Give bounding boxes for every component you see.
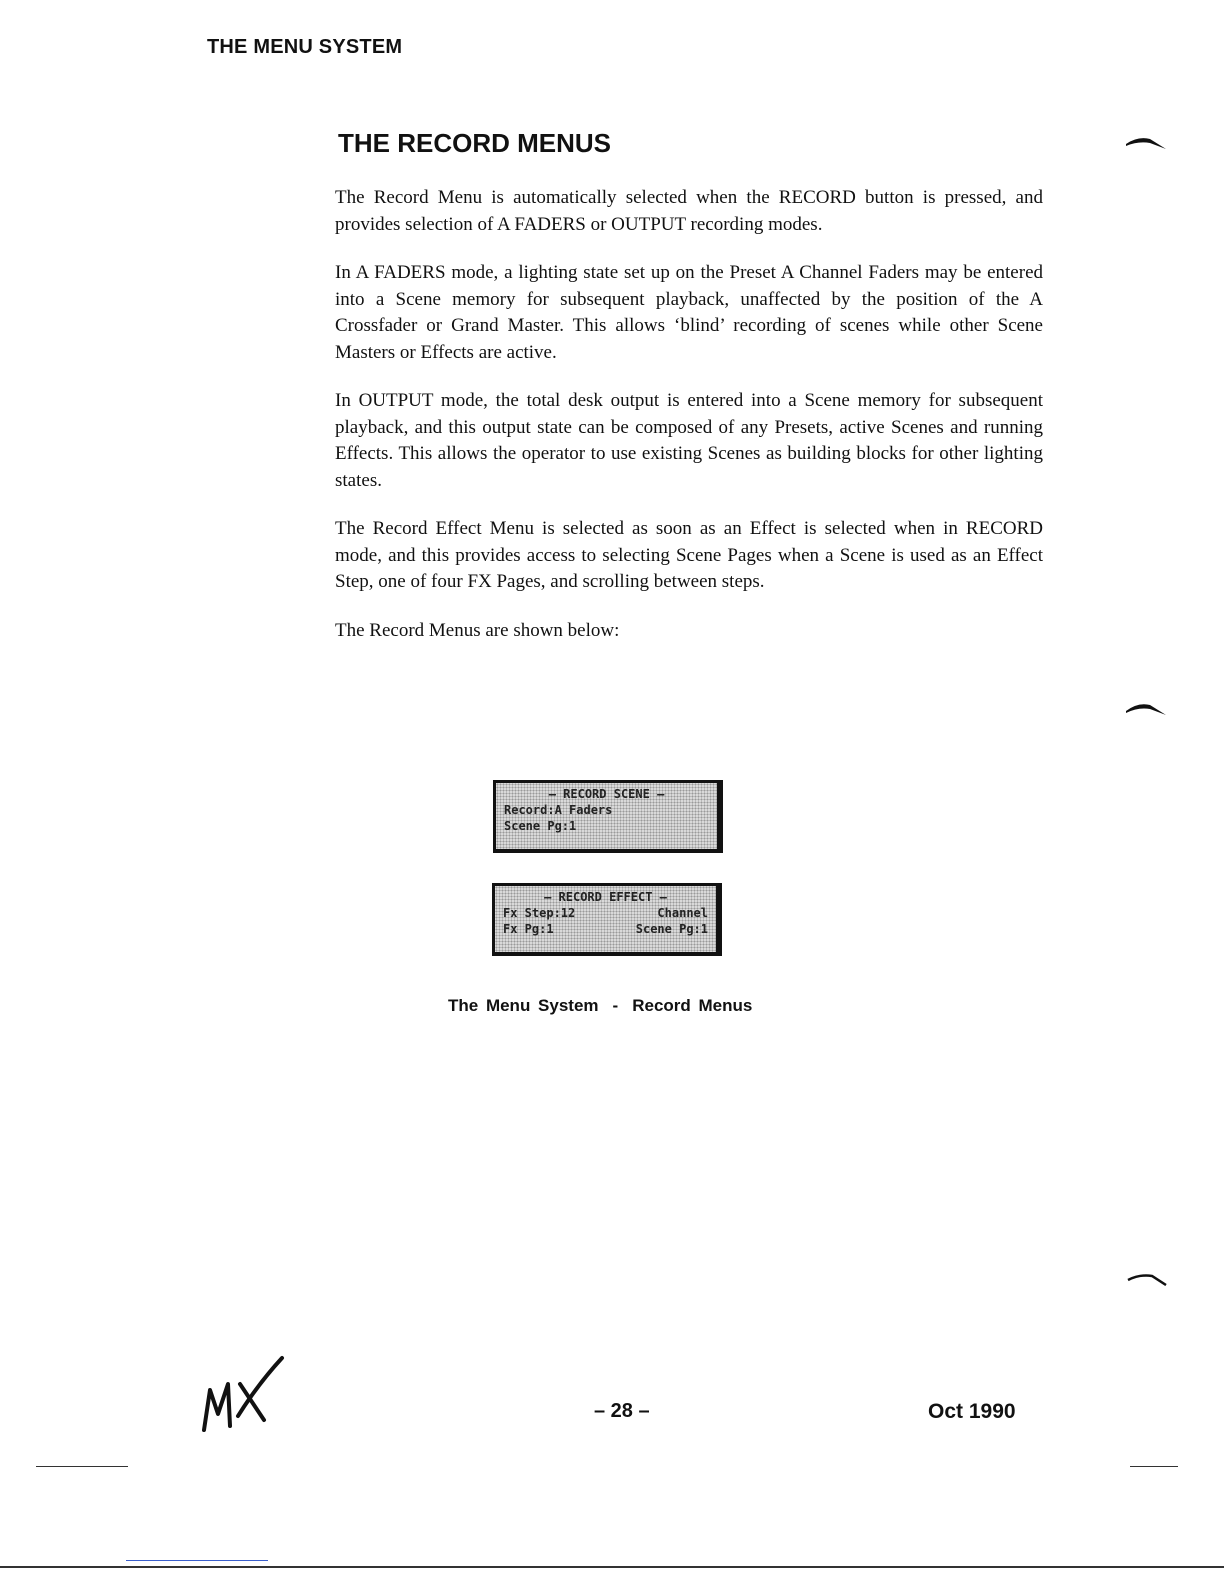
section-title: THE RECORD MENUS [338, 128, 612, 158]
page-date: Oct 1990 [928, 1400, 1016, 1423]
fx-page-value: Fx Pg:1 [503, 922, 554, 936]
paragraph-output: In OUTPUT mode, the total desk output is entered into a Scene memory for subsequent playback, and this output state can be composed of any Presets, active Scenes and running Effects. This allows the operator to use existing Scenes as building blocks for other lighting states. [335, 390, 1043, 491]
margin-mark-icon [1124, 702, 1168, 716]
record-mode-line: Record:A Faders [504, 803, 613, 817]
channel-value: Channel [657, 906, 708, 920]
record-scene-display [493, 780, 723, 853]
page-number: – 28 – [594, 1400, 650, 1422]
record-effect-title: – RECORD EFFECT – [544, 890, 667, 904]
scene-page-line: Scene Pg:1 [504, 819, 577, 833]
margin-mark-icon [1124, 136, 1168, 150]
running-head: THE MENU SYSTEM [207, 36, 403, 58]
margin-mark-icon [1126, 1272, 1170, 1286]
scene-page-value: Scene Pg:1 [635, 922, 708, 936]
record-effect-display [492, 883, 722, 956]
scan-edge-line [1130, 1466, 1178, 1467]
scan-blue-line [126, 1560, 268, 1561]
paragraph-record-effect: The Record Effect Menu is selected as soon as an Effect is selected when in RECORD mode, and this provides access to selecting Scene Pages when a Scene is used as an Effect Step, one of four FX Pages, and scrolling between steps. [335, 518, 1043, 592]
mx-signature-icon [198, 1354, 290, 1436]
scan-edge-line [36, 1466, 128, 1467]
paragraph-a-faders: In A FADERS mode, a lighting state set up on the Preset A Channel Faders may be entered into a Scene memory for subsequent playback, unaffected by the position of the A Crossfader or Grand Master. This allows ‘blind’ recording of scenes while other Scene Masters or Effects are active. [335, 262, 1043, 363]
record-scene-title: – RECORD SCENE – [548, 787, 665, 801]
figure-caption [448, 996, 752, 1016]
paragraph-intro: The Record Menu is automatically selected when the RECORD button is pressed, and provides selection of A FADERS or OUTPUT recording modes. [335, 187, 1043, 235]
body-text [335, 185, 1043, 666]
fx-step-value: Fx Step:12 [503, 906, 576, 920]
caption-separator: - [612, 996, 619, 1015]
paragraph-shown-below: The Record Menus are shown below: [335, 619, 620, 641]
caption-left: The Menu System [448, 996, 599, 1015]
scan-bottom-line [0, 1566, 1224, 1568]
caption-right: Record Menus [632, 996, 753, 1015]
